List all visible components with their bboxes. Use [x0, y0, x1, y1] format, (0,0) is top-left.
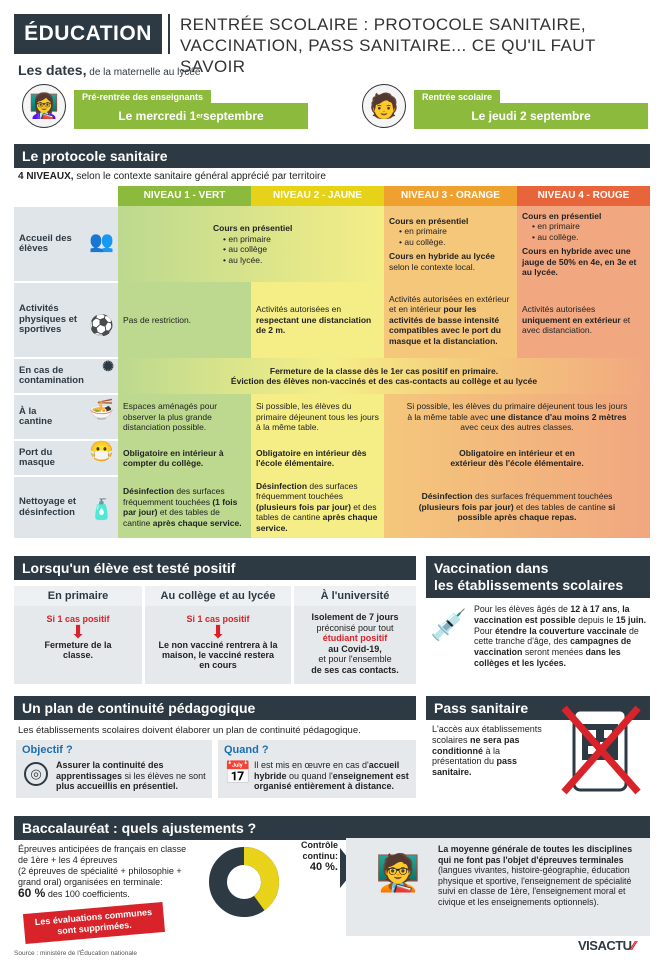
univ-line: au Covid-19,	[328, 643, 382, 654]
objectif-text	[56, 760, 208, 792]
date-rentree-value: Le jeudi 2 septembre	[414, 103, 648, 129]
activites-n4	[517, 282, 650, 358]
row-accueil-label	[14, 206, 118, 282]
protocol-table	[14, 186, 650, 538]
continuite-title: Un plan de continuité pédagogique	[14, 696, 416, 720]
nettoyage-n1-a: Désinfection	[123, 486, 175, 496]
contamination-line2: Éviction des élèves non-vaccinés et des cas-contacts au collège et au lycée	[230, 376, 538, 386]
bac-cc-pct: 40 %.	[309, 861, 338, 873]
row-activites-text: Activités physiques et sportives	[19, 303, 78, 336]
nettoyage-n2-e: après chaque service.	[256, 512, 378, 533]
vac-frag: de cette tranche d'âge, des	[474, 625, 639, 647]
bac-left-pct-text: des 100 coefficients.	[45, 889, 130, 899]
positif-universite-head: À l'université	[294, 586, 416, 606]
accueil-n12-item: • au collège	[223, 244, 379, 255]
header-title	[180, 14, 650, 77]
nettoyage-n34-c: (plusieurs fois par jour)	[418, 501, 514, 512]
virus-icon: ✺	[102, 358, 114, 374]
positif-primaire-result: Fermeture de la classe.	[44, 640, 112, 660]
row-contamination-label	[14, 358, 118, 394]
header-title-line1: RENTRÉE SCOLAIRE : PROTOCOLE SANITAIRE,	[180, 15, 587, 34]
continuite-quand	[218, 740, 416, 798]
nettoyage-n2	[251, 476, 384, 538]
cantine-n34-b: une distance d'au moins 2 mètres	[490, 411, 627, 422]
nettoyage-n34-d: et des tables de cantine	[513, 501, 609, 512]
bac-right-a: La moyenne générale de toutes les disciplines qui ne font pas l'objet d'épreuves terminales	[438, 844, 633, 865]
nettoyage-n2-d: et des tables de cantine	[256, 501, 377, 523]
sports-balls-icon: ⚽	[89, 315, 114, 337]
bac-right-text	[438, 844, 644, 908]
accueil-n12-title: Cours en présentiel	[213, 223, 293, 233]
accueil-n3	[384, 206, 517, 282]
vaccine-icon: 💉	[430, 609, 468, 642]
activites-n3-a: Activités autorisées en extérieur et en intérieur	[389, 293, 510, 315]
bac-cc	[282, 840, 338, 873]
nettoyage-n1-b: des surfaces fréquemment touchées	[123, 486, 225, 507]
contamination-line1: Fermeture de la classe dès le 1er cas positif en primaire.	[269, 365, 499, 376]
positif-title: Lorsqu'un élève est testé positif	[14, 556, 416, 580]
accueil-n3-hybrid-text: selon le contexte local.	[389, 261, 475, 272]
spray-icon: 🧴	[89, 499, 114, 521]
cantine-n1: Espaces aménagés pour observer la plus grande distanciation possible.	[118, 394, 251, 440]
pass-frag: pass sanitaire.	[432, 756, 518, 778]
bac-donut	[208, 846, 280, 918]
level-3-header: NIVEAU 3 - ORANGE	[384, 186, 517, 206]
arrow-down-icon: ⬇	[210, 622, 226, 642]
date-prerentree	[74, 90, 308, 130]
date-rentree-tag: Rentrée scolaire	[414, 90, 500, 104]
crossed-pass-icon	[560, 700, 642, 798]
activites-n3	[384, 282, 517, 358]
vaccination-title-l1: Vaccination dans	[434, 560, 549, 576]
positif-college-result: Le non vacciné rentrera à la maison, le vacciné restera en cours	[158, 640, 278, 670]
header-badge: ÉDUCATION	[14, 14, 162, 54]
level-2-header: NIVEAU 2 - JAUNE	[251, 186, 384, 206]
header-divider	[168, 14, 170, 54]
vac-frag: seront menées	[522, 647, 586, 658]
row-activites-label	[14, 282, 118, 358]
accueil-n4-title: Cours en présentiel	[522, 210, 602, 221]
table-corner	[14, 186, 118, 206]
nettoyage-n34-e: si possible après chaque repas.	[457, 501, 616, 523]
calendar-icon: 📅	[224, 760, 252, 785]
activites-n4-c: et avec distanciation.	[522, 314, 631, 336]
bac-left-a: Épreuves anticipées de français en classe de 1ère + les 4 épreuves	[18, 844, 187, 865]
objectif-title: Objectif ?	[22, 744, 73, 756]
univ-line: préconisé pour tout	[316, 622, 394, 633]
arrow-down-icon: ⬇	[70, 622, 86, 642]
bac-left	[18, 844, 198, 900]
dates-title	[18, 62, 200, 78]
protocol-title: Le protocole sanitaire	[14, 144, 650, 168]
positif-universite	[294, 586, 416, 684]
teacher-icon: 👩‍🏫	[22, 84, 66, 128]
exam-room-icon: 🧑‍🏫	[375, 852, 421, 893]
bac-title: Baccalauréat : quels ajustements ?	[14, 816, 650, 840]
vac-frag: 15 juin.	[615, 614, 647, 625]
activites-n2-b: respectant une distanciation de 2 m.	[256, 314, 372, 336]
positif-primaire-case: Si 1 cas positif	[46, 614, 110, 624]
quand-frag: enseignement est organisé entièrement à distance.	[254, 770, 409, 791]
quand-title: Quand ?	[224, 744, 269, 756]
cantine-n34-c: avec ceux des autres classes.	[460, 422, 574, 433]
univ-line: étudiant positif	[322, 633, 388, 643]
bac-left-pct: 60 %	[18, 886, 46, 900]
nettoyage-n1-c: (1 fois par jour)	[123, 496, 238, 517]
positif-universite-text	[294, 612, 416, 675]
row-nettoyage-label	[14, 476, 118, 538]
accueil-n4-item: • en primaire	[532, 221, 645, 232]
levels-text: selon le contexte sanitaire général apprécié par territoire	[73, 171, 326, 182]
students-icon: 👥	[89, 231, 114, 253]
target-icon: ◎	[24, 762, 48, 786]
nettoyage-n2-c: (plusieurs fois par jour)	[256, 501, 351, 512]
activites-n2	[251, 282, 384, 358]
accueil-n12-item: • au lycée.	[223, 255, 379, 266]
vac-frag: campagnes de vaccination	[474, 636, 632, 658]
row-cantine-label	[14, 394, 118, 440]
vac-frag: la vaccination est possible	[474, 604, 630, 625]
nettoyage-n1	[118, 476, 251, 538]
quand-frag: Il est mis en œuvre en cas d'	[254, 760, 369, 770]
masque-n2: Obligatoire en intérieur dès l'école élémentaire.	[251, 440, 384, 476]
bac-left-b: (2 épreuves de spécialité + philosophie + grand oral) organisées en terminale:	[18, 866, 182, 887]
accueil-n4-hybrid: Cours en hybride avec une jauge de 50% en 4e, en 3e et au lycée.	[522, 246, 637, 277]
logo-slash-icon: ∕∕	[631, 938, 635, 953]
cantine-n34-a: Si possible, les élèves du primaire déjeunent tous les jours à la même table avec	[406, 401, 628, 422]
date-prerentree-sup: er	[196, 112, 203, 120]
row-contamination-text: En cas de contamination	[19, 364, 84, 386]
vaccination-p2	[474, 626, 650, 669]
obj-frag: plus accueillis en présentiel.	[56, 781, 179, 791]
bac-right-box	[346, 838, 650, 936]
levels-bold: 4 NIVEAUX,	[18, 171, 74, 182]
nettoyage-n2-b: des surfaces fréquemment touchées	[256, 480, 358, 502]
date-rentree	[414, 90, 648, 130]
contamination-all	[118, 358, 650, 394]
nettoyage-n1-d: et des tables de cantine	[123, 507, 220, 528]
vac-frag: dans les collèges et les lycées.	[474, 647, 621, 668]
bac-cc-label: Contrôle continu:	[301, 840, 338, 861]
quand-frag: accueil hybride	[254, 760, 400, 781]
pass-title: Pass sanitaire	[426, 696, 650, 720]
positif-primaire-head: En primaire	[14, 586, 142, 606]
row-accueil-text: Accueil des élèves	[19, 232, 72, 254]
univ-line: de ses cas contacts.	[311, 664, 399, 675]
pass-frag: L'accès aux établissements scolaires	[432, 724, 542, 745]
accueil-n4-item: • au collège.	[532, 232, 645, 243]
nettoyage-n34-a: Désinfection	[421, 491, 473, 502]
quand-text	[254, 760, 412, 792]
date-prerentree-value	[74, 103, 308, 129]
obj-frag: si les élèves ne sont	[122, 770, 206, 781]
date-prerentree-tag: Pré-rentrée des enseignants	[74, 90, 211, 104]
vaccination-title-l2: les établissements scolaires	[434, 577, 624, 593]
dates-title-text: Les dates,	[18, 62, 87, 78]
bac-right-b: (langues vivantes, histoire-géographie, éducation physique et sportive, l'enseignement de spécialité suivi en classe de 1ère, l'enseignement moral et civique et les enseignements optionnels).	[438, 865, 632, 907]
nettoyage-n34	[384, 476, 650, 538]
obj-frag: Assurer la continuité des apprentissages	[56, 760, 164, 781]
row-nettoyage-text: Nettoyage et désinfection	[19, 496, 77, 518]
activites-n1: Pas de restriction.	[118, 282, 251, 358]
continuite-objectif	[16, 740, 212, 798]
accueil-n4	[517, 206, 650, 282]
accueil-n12	[118, 206, 384, 282]
date-prerentree-text2: septembre	[202, 109, 264, 123]
pass-text	[432, 724, 544, 778]
accueil-n3-hybrid: Cours en hybride au lycée	[389, 251, 495, 262]
footer-logo-text: VISACTU	[578, 938, 632, 953]
row-cantine-text: À la cantine	[19, 405, 53, 427]
food-icon: 🍜	[89, 399, 114, 421]
nettoyage-n1-e: après chaque service.	[152, 517, 242, 528]
row-masque-text: Port du masque	[19, 446, 55, 468]
mask-icon: 😷	[89, 441, 114, 463]
activites-n4-b: uniquement en extérieur	[522, 314, 621, 325]
nettoyage-n34-b: des surfaces fréquemment touchées	[472, 491, 613, 502]
date-prerentree-text: Le mercredi 1	[118, 109, 197, 123]
univ-line: Isolement de 7 jours	[311, 612, 399, 622]
masque-n34: Obligatoire en intérieur et en extérieur dès l'école élémentaire.	[384, 440, 650, 476]
vaccination-p1	[474, 604, 650, 626]
activites-n3-b: pour les activités de basse intensité compatibles avec le port du masque et la distanciation.	[389, 304, 501, 346]
protocol-levels-intro	[18, 171, 326, 182]
vac-frag: depuis le	[575, 614, 616, 625]
vaccination-title	[426, 556, 650, 598]
pass-frag: ne sera pas conditionné	[432, 734, 520, 756]
vac-frag: ,	[617, 604, 623, 614]
footer-logo	[578, 938, 635, 953]
positif-college-case: Si 1 cas positif	[186, 614, 250, 624]
accueil-n3-title: Cours en présentiel	[389, 215, 469, 226]
vac-frag: Pour	[474, 625, 496, 636]
row-masque-label	[14, 440, 118, 476]
activites-n4-a: Activités autorisées	[522, 304, 596, 315]
cantine-n34	[384, 394, 650, 440]
vac-frag: étendre la couverture vaccinale	[495, 625, 627, 636]
quand-frag: ou quand l'	[286, 770, 333, 781]
dates-subtitle: de la maternelle au lycée	[86, 67, 201, 78]
continuite-intro: Les établissements scolaires doivent élaborer un plan de continuité pédagogique.	[18, 725, 361, 736]
accueil-n12-item: • en primaire	[223, 234, 379, 245]
ribbon-badge: Les évaluations communes sont supprimées.	[23, 902, 165, 944]
level-4-header: NIVEAU 4 - ROUGE	[517, 186, 650, 206]
header-title-line2: VACCINATION, PASS SANITAIRE... CE QU'IL FAUT SAVOIR	[180, 36, 596, 76]
level-1-header: NIVEAU 1 - VERT	[118, 186, 251, 206]
student-icon: 🧑	[362, 84, 406, 128]
masque-n1: Obligatoire en intérieur à compter du collège.	[118, 440, 251, 476]
accueil-n3-item: • au collège.	[399, 237, 512, 248]
pass-frag: à la présentation du	[432, 745, 501, 767]
vaccination-text	[474, 604, 650, 669]
vac-frag: 12 à 17 ans	[570, 604, 618, 614]
univ-line: et pour l'ensemble	[318, 654, 392, 664]
positif-primaire	[14, 586, 142, 684]
positif-college-head: Au collège et au lycée	[145, 586, 291, 606]
nettoyage-n2-a: Désinfection	[256, 480, 308, 491]
positif-college	[145, 586, 291, 684]
vac-frag: Pour les élèves âgés de	[474, 604, 571, 614]
activites-n2-a: Activités autorisées en	[256, 304, 342, 315]
footer-source: Source : ministère de l'Éducation nationale	[14, 950, 138, 957]
accueil-n3-item: • en primaire	[399, 226, 512, 237]
cantine-n2: Si possible, les élèves du primaire déjeunent tous les jours à la même table.	[251, 394, 384, 440]
